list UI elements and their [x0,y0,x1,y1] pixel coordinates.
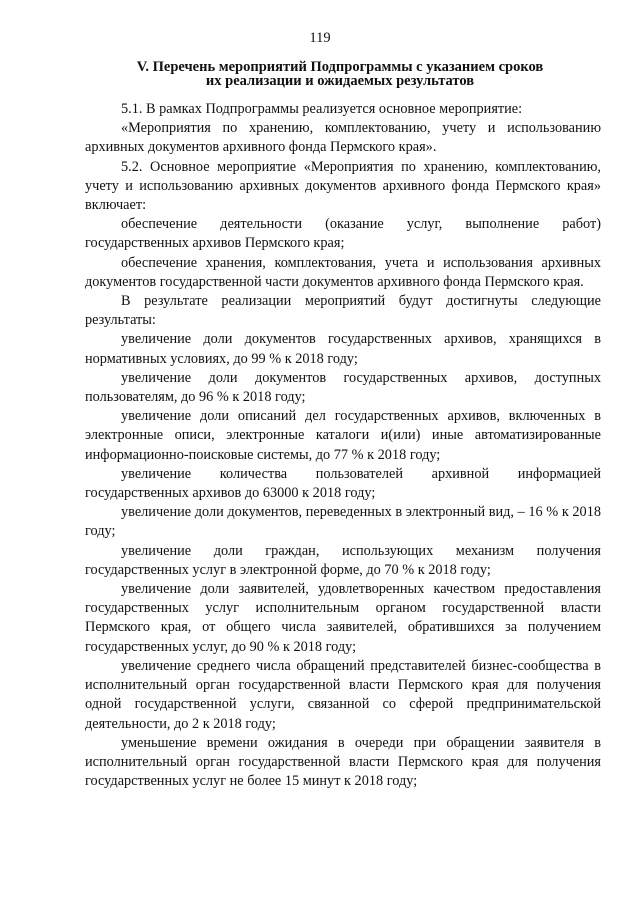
section-title [80,60,600,88]
result-item-electronic-services: увеличение доли граждан, использующих механизм получения государственных услуг в электронной форме, до 70 % к 2018 году; [85,542,601,578]
paragraph-5-1: 5.1. В рамках Подпрограммы реализуется основное мероприятие: [121,101,523,117]
section-title-line-2: их реализации и ожидаемых результатов [205,73,475,89]
result-item-accessible-documents: увеличение доли документов государственных архивов, доступных пользователям, до 96 % к 2018 году; [85,369,601,406]
result-item-business-requests: увеличение среднего числа обращений представителей бизнес-сообщества в исполнительный орган государственной власти Пермского края для получения одной государственной услуги, связанной со сферой предпринимательской деятельности, до 2 к 2018 году; [85,657,601,732]
document-body [85,100,601,791]
paragraph-main-measure: «Мероприятия по хранению, комплектованию, учету и использованию архивных документов архивного фонда Пермского края». [85,120,601,156]
result-item-electronic-catalogs: увеличение доли описаний дел государственных архивов, включенных в электронные описи, электронные каталоги и(или) иные автоматизированные информационно-поисковые системы, до 77 % к 2018 году; [85,408,601,463]
section-title-line-1: V. Перечень мероприятий Подпрограммы с указанием сроков [136,59,544,75]
page-number: 119 [309,30,331,46]
paragraph-5-2: 5.2. Основное мероприятие «Мероприятия по хранению, комплектованию, учету и использованию архивных документов архивного фонда Пермского края» включает: [85,158,601,214]
list-item-activity: обеспечение деятельности (оказание услуг, выполнение работ) государственных архивов Пермского края; [85,216,601,252]
result-item-satisfied-applicants: увеличение доли заявителей, удовлетворенных качеством предоставления государственных услуг исполнительным органом государственной власти Пермского края, от общего числа заявителей, обратившихся за получением государственных услуг, до 90 % к 2018 году; [85,581,601,655]
result-item-users-count: увеличение количества пользователей архивной информацией государственных архивов до 63000 к 2018 году; [85,465,601,502]
result-item-queue-time: уменьшение времени ожидания в очереди при обращении заявителя в исполнительный орган государственной власти Пермского края для получения государственных услуг не более 15 минут к 2018 году; [85,734,601,790]
list-item-storage: обеспечение хранения, комплектования, учета и использования архивных документов государственной части документов архивного фонда Пермского края. [85,254,601,290]
result-item-digitized-documents: увеличение доли документов, переведенных в электронный вид, – 16 % к 2018 году; [85,504,601,540]
paragraph-results-intro: В результате реализации мероприятий будут достигнуты следующие результаты: [85,293,601,329]
result-item-storage-conditions: увеличение доли документов государственных архивов, хранящихся в нормативных условиях, до 99 % к 2018 году; [85,331,601,367]
